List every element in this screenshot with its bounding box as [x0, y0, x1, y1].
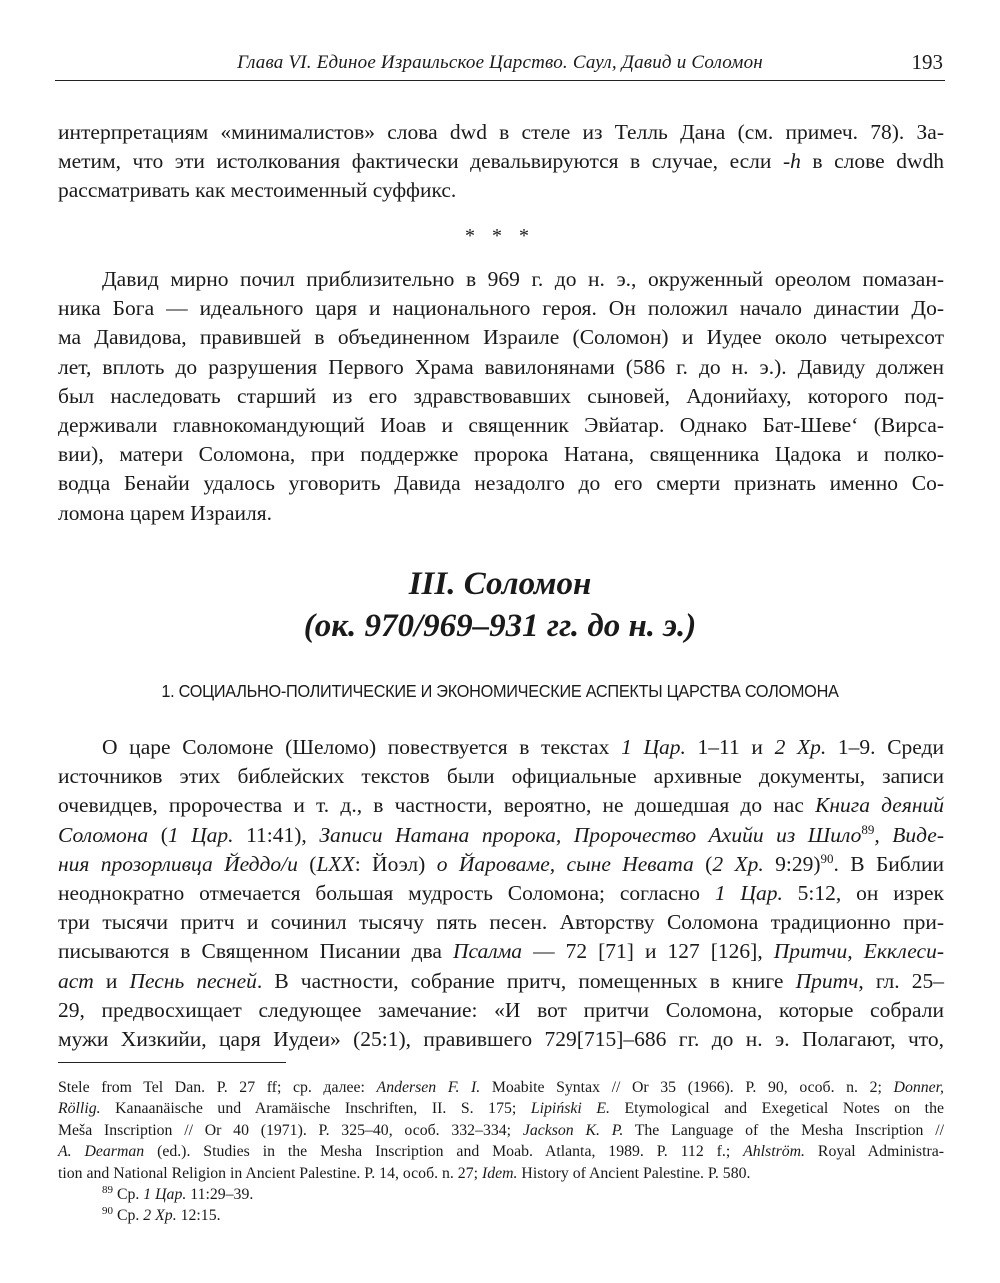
footnote-ref-89[interactable]: 89: [861, 821, 875, 837]
footnote-divider: [58, 1062, 286, 1063]
text-line: ника Бога — идеального царя и национального героя. Он положил начало династии До-: [58, 296, 944, 321]
text-line: вии), матери Соломона, при поддержке пророка Натана, священника Цадока и полко-: [58, 442, 944, 467]
text-fragment: писываются в Священном Писании два: [58, 939, 453, 964]
text-fragment: очевидцев, пророчества и т. д., в частности, вероятно, не дошедшая до нас: [58, 793, 816, 818]
italic-fragment: Donner,: [893, 1079, 944, 1096]
text-fragment: (ed.). Studies in the Mesha Inscription and Moab. Atlanta, 1989. P. 112 f.;: [144, 1143, 744, 1161]
text-line: [58, 937, 944, 966]
section-title-line1: III. Соломон: [408, 566, 592, 602]
italic-fragment: Записи Натана пророка, Пророчество Ахийи из Шило: [319, 822, 862, 847]
italic-fragment: Песнь песней: [129, 968, 257, 993]
text-fragment: 1–11 и: [685, 735, 775, 759]
footnote-line: [58, 1163, 944, 1184]
text-fragment: 1–9. Среди: [826, 735, 944, 759]
text-fragment: Royal Administra-: [805, 1143, 945, 1161]
italic-fragment: Ahlström.: [743, 1143, 806, 1161]
text-fragment: Etymological and Exegetical Notes on the: [609, 1100, 944, 1118]
paragraph-david: [58, 265, 944, 528]
text-fragment: 11:41),: [233, 822, 320, 847]
page-number: 193: [911, 50, 943, 74]
italic-fragment: , Виде-: [874, 822, 944, 847]
italic-fragment: 1 Цар.: [143, 1186, 187, 1204]
text-fragment: в слове dwdh: [800, 149, 944, 174]
text-fragment: (: [297, 851, 317, 876]
text-fragment: (: [148, 822, 168, 847]
text-fragment: . В частности, собрание притч, помещенных в книге: [256, 968, 796, 993]
footnote-line: [58, 1120, 944, 1141]
text-fragment: Kanaanäische und Aramäische Inschriften, II. S. 175;: [100, 1100, 531, 1118]
italic-fragment: ния прозорливца Йеддо/и: [58, 851, 298, 876]
italic-fragment: 2 Хр.: [712, 851, 764, 876]
italic-fragment: Притчи, Екклеси-: [773, 939, 944, 964]
section-title-line2: (ок. 970/969–931 гг. до н. э.): [303, 608, 697, 644]
italic-fragment: 1 Цар.: [621, 735, 686, 759]
text-fragment: — 72 [71] и 127 [126],: [522, 939, 774, 964]
paragraph-solomon: [58, 733, 944, 1054]
text-fragment: . В Библии: [833, 851, 944, 876]
text-line: лет, вплоть до разрушения Первого Храма вавилонянами (586 г. до н. э.). Давиду должен: [58, 354, 944, 379]
text-line: интерпретациям «минималистов» слова dwd в стеле из Телль Дана (см. примеч. 78). За-: [58, 120, 944, 144]
italic-fragment: -h: [782, 149, 801, 174]
italic-fragment: Lipiński E.: [530, 1100, 610, 1118]
running-header: [55, 48, 945, 81]
footnote-line: [58, 1141, 944, 1162]
italic-fragment: аст: [58, 968, 94, 993]
text-line: [58, 879, 944, 908]
text-line: рассматривать как местоименный суффикс.: [58, 178, 457, 203]
text-fragment: Meša Inscription // Or 40 (1971). P. 325–40, особ. 332–334;: [58, 1121, 523, 1139]
text-line: 29, предвосхищает следующее замечание: «И вот притчи Соломона, которые собрали: [58, 997, 944, 1022]
footnote-90: [58, 1205, 944, 1226]
text-fragment: Moabite Syntax // Or 35 (1966). P. 90, особ. n. 2;: [480, 1079, 894, 1096]
text-fragment: (: [693, 851, 713, 876]
paragraph-continuation: [58, 118, 944, 206]
text-fragment: History of Ancient Palestine. P. 580.: [517, 1164, 751, 1182]
text-line: три тысячи притч и сочинил тысячу пять песен. Авторству Соломона традиционно при-: [58, 910, 944, 935]
section-separator: * * *: [465, 225, 535, 247]
text-fragment: 9:29): [763, 851, 821, 876]
text-fragment: The Language of the Mesha Inscription //: [623, 1121, 944, 1139]
footnote-number: 89: [102, 1184, 113, 1197]
text-line: [58, 791, 944, 820]
italic-fragment: Jackson K. P.: [522, 1121, 624, 1139]
footnotes: [58, 1077, 944, 1227]
text-line: источников этих библейских текстов были официальные архивные документы, записи: [58, 764, 944, 789]
footnote-line: [58, 1098, 944, 1119]
text-fragment: метим, что эти истолкования фактически девальвируются в случае, если: [58, 149, 783, 174]
text-fragment: 12:15.: [176, 1207, 221, 1225]
text-line: [58, 821, 944, 850]
italic-fragment: о Йароваме, сыне Невата: [436, 851, 694, 876]
text-fragment: tion and National Religion in Ancient Palestine. P. 14, особ. n. 27;: [58, 1164, 482, 1182]
text-line: [58, 850, 944, 879]
text-fragment: 5:12, он изрек: [782, 881, 944, 906]
italic-fragment: Idem.: [481, 1164, 518, 1182]
footnote-89: [58, 1184, 944, 1205]
text-fragment: Stele from Tel Dan. P. 27 ff; ср. далее:: [58, 1079, 377, 1096]
italic-fragment: 1 Цар.: [714, 881, 783, 906]
text-fragment: Ср.: [113, 1207, 144, 1225]
text-line: [58, 967, 944, 996]
text-fragment: 11:29–39.: [186, 1186, 254, 1204]
italic-fragment: Röllig.: [58, 1100, 101, 1118]
footnote-line: [58, 1077, 944, 1098]
text-line: [58, 147, 944, 176]
text-fragment: : Йоэл): [354, 851, 437, 876]
italic-fragment: Andersen F. I.: [376, 1079, 481, 1096]
text-fragment: О царе Соломоне (Шеломо) повествуется в текстах: [102, 735, 622, 759]
italic-fragment: 2 Хр.: [143, 1207, 177, 1225]
subsection-title: 1. СОЦИАЛЬНО-ПОЛИТИЧЕСКИЕ И ЭКОНОМИЧЕСКИЕ АСПЕКТЫ ЦАРСТВА СОЛОМОНА: [161, 681, 839, 701]
text-line: водца Бенайи удалось уговорить Давида незадолго до его смерти признать именно Со-: [58, 471, 944, 496]
italic-fragment: A. Dearman: [58, 1143, 145, 1161]
italic-fragment: 1 Цар.: [167, 822, 234, 847]
text-line: ломона царем Израиля.: [58, 500, 272, 525]
italic-fragment: Псалма: [452, 939, 523, 964]
text-line: Давид мирно почил приблизительно в 969 г. до н. э., окруженный ореолом помазан-: [102, 267, 944, 291]
italic-fragment: LXX: [316, 851, 355, 876]
text-line: держивали главнокомандующий Иоав и священник Эвйатар. Однако Бат-Шеве‘ (Вирса-: [58, 413, 944, 438]
text-fragment: неоднократно отмечается большая мудрость Соломона; согласно: [58, 881, 715, 906]
text-line: ма Давидова, правившей в объединенном Израиле (Соломон) и Иудее около четырехсот: [58, 325, 944, 350]
footnote-number: 90: [102, 1205, 113, 1218]
text-line: [58, 733, 944, 762]
italic-fragment: Притч: [795, 968, 859, 993]
text-fragment: Ср.: [113, 1186, 144, 1204]
text-fragment: , гл. 25–: [858, 968, 944, 993]
text-fragment: и: [93, 968, 130, 993]
running-title: Глава VI. Единое Израильское Царство. Саул, Давид и Соломон: [237, 52, 763, 73]
italic-fragment: Соломона: [58, 822, 149, 847]
text-line: мужи Хизкийи, царя Иудеи» (25:1), правившего 729[715]–686 гг. до н. э. Полагают, что,: [58, 1027, 944, 1052]
text-line: был наследовать старший из его здравствовавших сыновей, Адонийаху, которого под-: [58, 383, 944, 408]
footnote-ref-90[interactable]: 90: [820, 850, 834, 866]
italic-fragment: 2 Хр.: [774, 735, 827, 759]
italic-fragment: Книга деяний: [815, 793, 944, 818]
